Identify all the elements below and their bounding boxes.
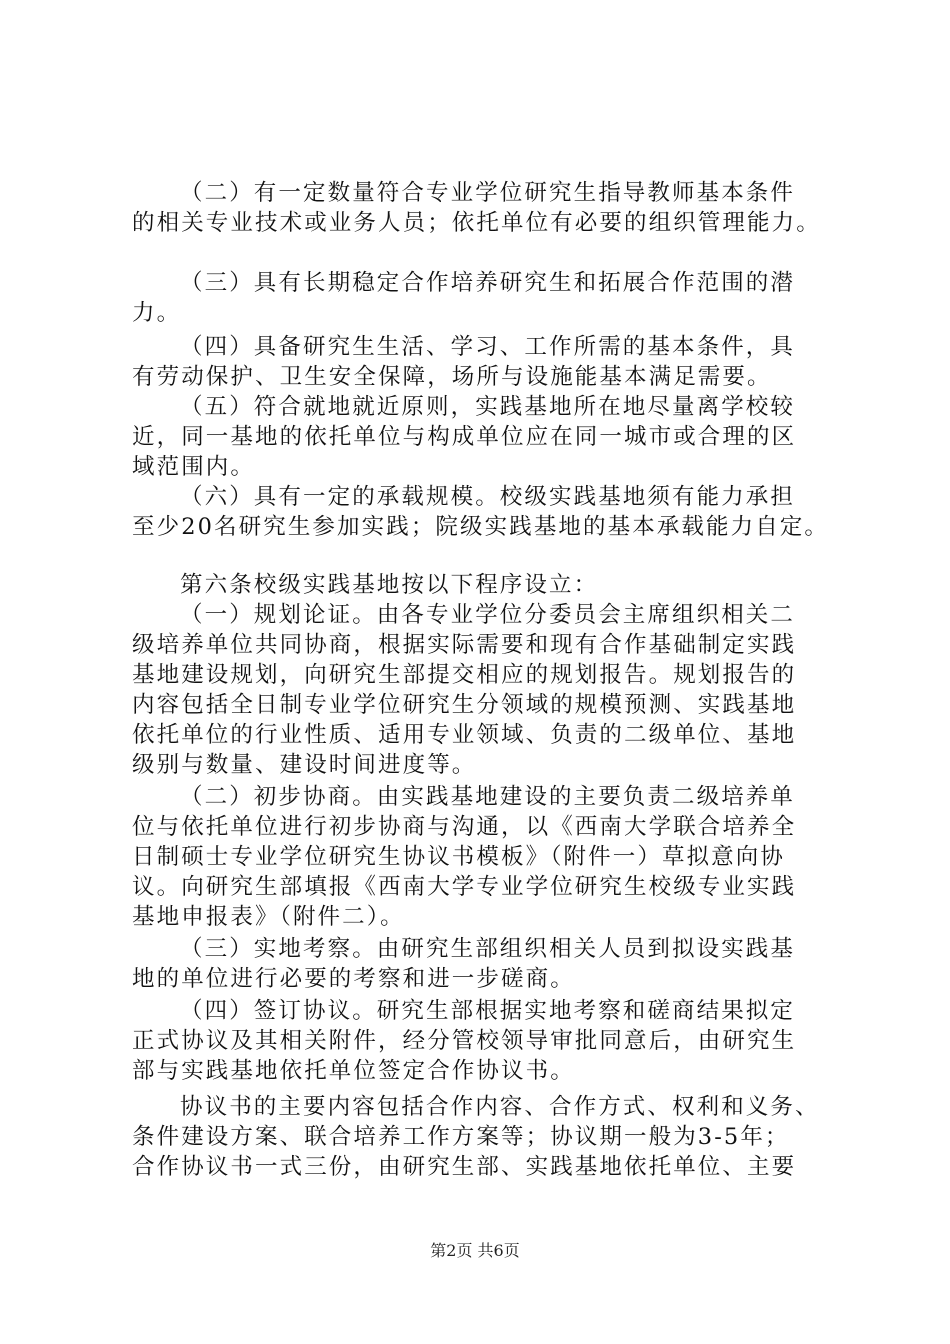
text-line: （二）初步协商。由实践基地建设的主要负责二级培养单 [180,784,796,810]
text-line: 域范围内。 [132,454,256,480]
text-line: （一）规划论证。由各专业学位分委员会主席组织相关二 [180,602,796,628]
text-line: （四）签订协议。研究生部根据实地考察和磋商结果拟定 [180,998,796,1024]
text-line: 位与依托单位进行初步协商与沟通，以《西南大学联合培养全 [132,814,797,840]
text-line: 议。向研究生部填报《西南大学专业学位研究生校级专业实践 [132,874,797,900]
text-line: 协议书的主要内容包括合作内容、合作方式、权利和义务、 [180,1094,820,1120]
text-line: 基地建设规划，向研究生部提交相应的规划报告。规划报告的 [132,662,797,688]
text-line: 日制硕士专业学位研究生协议书模板》（附件一）草拟意向协 [132,844,785,870]
section-heading: 第六条校级实践基地按以下程序设立： [180,572,599,598]
text-line: 级别与数量、建设时间进度等。 [132,752,477,778]
text-line: 合作协议书一式三份，由研究生部、实践基地依托单位、主要 [132,1154,797,1180]
page-footer: 第2页 共6页 [430,1241,520,1260]
text-line: （二）有一定数量符合专业学位研究生指导教师基本条件 [180,180,796,206]
text-line: 级培养单位共同协商，根据实际需要和现有合作基础制定实践 [132,632,797,658]
text-line: 依托单位的行业性质、适用专业领域、负责的二级单位、基地 [132,722,797,748]
text-line: 部与实践基地依托单位签定合作协议书。 [132,1058,575,1084]
text-line: （五）符合就地就近原则，实践基地所在地尽量离学校较 [180,394,796,420]
text-line: 基地申报表》（附件二）。 [132,904,405,930]
text-line: 的相关专业技术或业务人员；依托单位有必要的组织管理能力。 [132,210,821,236]
text-line: 近，同一基地的依托单位与构成单位应在同一城市或合理的区 [132,424,797,450]
text-line: 有劳动保护、卫生安全保障，场所与设施能基本满足需要。 [132,364,772,390]
text-line: （六）具有一定的承载规模。校级实践基地须有能力承担 [180,484,796,510]
text-line: （三）实地考察。由研究生部组织相关人员到拟设实践基 [180,936,796,962]
text-line: （三）具有长期稳定合作培养研究生和拓展合作范围的潜 [180,270,796,296]
text-line: 至少20名研究生参加实践；院级实践基地的基本承载能力自定。 [132,514,830,540]
text-line: 地的单位进行必要的考察和进一步磋商。 [132,966,575,992]
text-line: （四）具备研究生生活、学习、工作所需的基本条件，具 [180,334,796,360]
text-line: 正式协议及其相关附件，经分管校领导审批同意后，由研究生 [132,1028,797,1054]
text-line: 条件建设方案、联合培养工作方案等；协议期一般为3-5年； [132,1124,790,1150]
text-line: 力。 [132,300,182,326]
text-line: 内容包括全日制专业学位研究生分领域的规模预测、实践基地 [132,692,797,718]
